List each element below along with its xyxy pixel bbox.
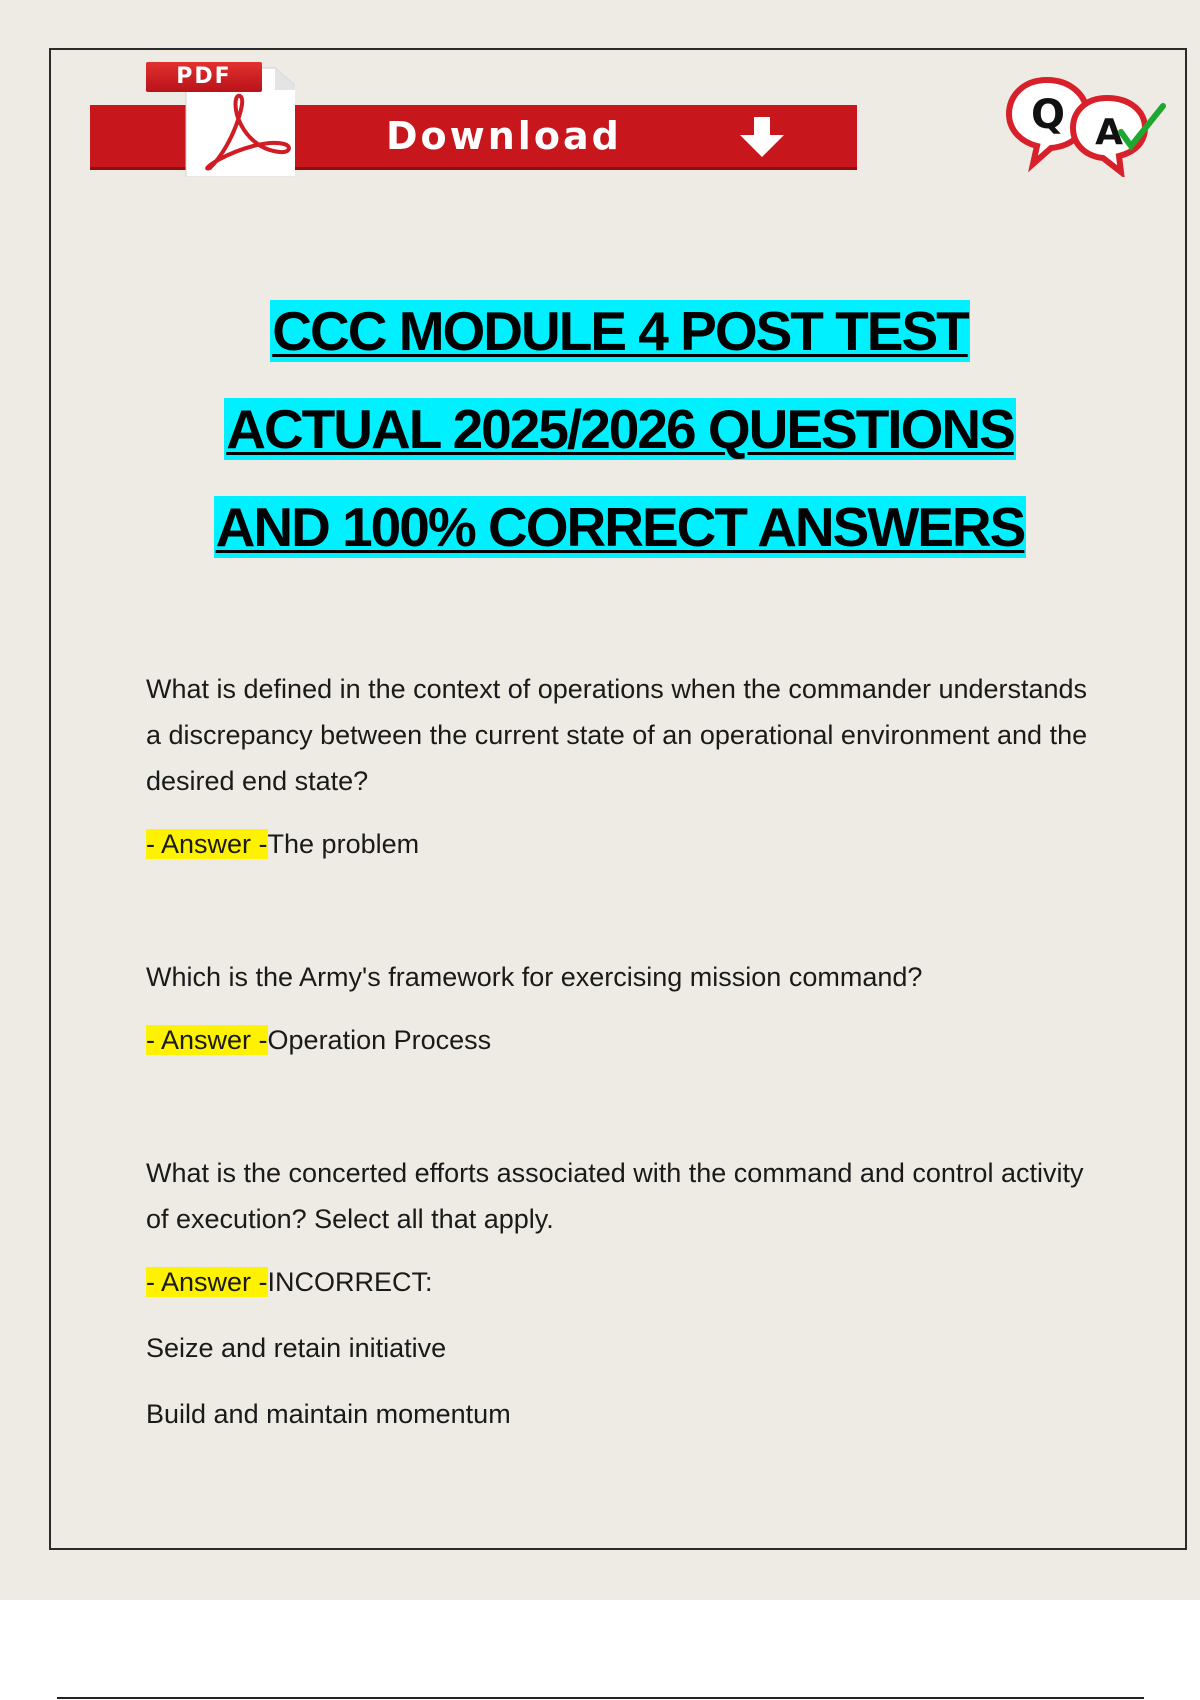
question-text: Which is the Army's framework for exercising mission command? [146,962,923,992]
question-text: What is defined in the context of operations when the commander understands a discrepancy between the current state of an operational environment and the desired end state? [146,674,1088,796]
download-label[interactable]: Download [386,114,622,158]
answer-text: INCORRECT: [267,1267,433,1297]
qa-list [146,666,1106,1434]
answer-option: Build and maintain momentum [146,1399,511,1429]
question-text: What is the concerted efforts associated with the command and control activity of execution? Select all that apply. [146,1158,1084,1234]
qa-logo [1003,72,1173,177]
logo-q: Q [1030,92,1066,138]
bottom-divider [57,1697,1144,1699]
answer-text: The problem [267,829,420,859]
title-line-2: ACTUAL 2025/2026 QUESTIONS [226,398,1014,460]
qa-item [146,666,1106,864]
title-line-3: AND 100% CORRECT ANSWERS [215,496,1025,558]
answer-line [146,824,1106,864]
answer-prefix: - Answer - [146,1025,268,1055]
answer-option: Seize and retain initiative [146,1333,447,1363]
answer-text: Operation Process [267,1025,492,1055]
pdf-download-banner[interactable] [90,60,860,180]
pdf-tag: PDF [146,62,262,92]
pdf-file-icon [140,60,295,177]
qa-item [146,1150,1106,1434]
answer-prefix: - Answer - [146,829,268,859]
answer-prefix: - Answer - [146,1267,268,1297]
answer-line [146,1020,1106,1060]
title-line-1: CCC MODULE 4 POST TEST [272,300,968,362]
answer-line [146,1262,1106,1302]
logo-a: A [1095,112,1123,153]
down-arrow-icon [732,115,792,159]
qa-item [146,954,1106,1060]
document-title [60,300,1180,558]
